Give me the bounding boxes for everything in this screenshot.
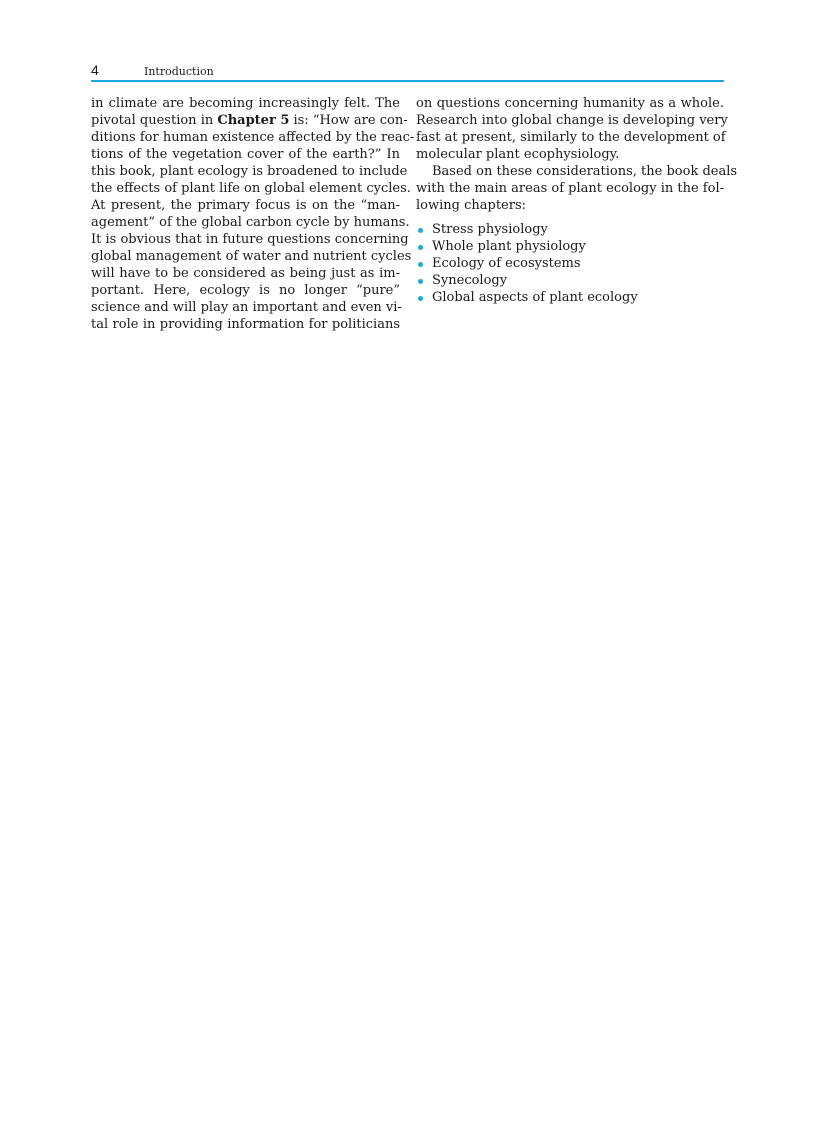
running-title: Introduction <box>144 65 214 78</box>
text-line: will have to be considered as being just as im- <box>91 266 400 281</box>
bullet-icon <box>418 296 423 301</box>
list-item <box>416 221 724 238</box>
text-line: this book, plant ecology is broadened to include <box>91 164 408 179</box>
text-line: ditions for human existence affected by the reac- <box>91 130 415 145</box>
header-rule <box>91 80 724 82</box>
text-line: science and will play an important and even vi- <box>91 300 402 315</box>
list-item-label: Ecology of ecosystems <box>432 256 581 271</box>
list-item <box>416 238 724 255</box>
text-line: on questions concerning humanity as a whole. <box>416 96 724 111</box>
page-header <box>91 62 724 81</box>
text-line: tal role in providing information for politicians <box>91 317 400 332</box>
text-line: It is obvious that in future questions concerning <box>91 232 409 247</box>
left-column <box>91 95 415 333</box>
text-line: the effects of plant life on global element cycles. <box>91 181 411 196</box>
text-line: tions of the vegetation cover of the earth?” In <box>91 147 400 162</box>
text-span: is: “How are con- <box>289 113 408 128</box>
list-item-label: Whole plant physiology <box>432 239 586 254</box>
text-line: global management of water and nutrient cycles <box>91 249 412 264</box>
text-line: fast at present, similarly to the development of <box>416 130 726 145</box>
list-item-label: Synecology <box>432 273 508 288</box>
text-line: At present, the primary focus is on the “man- <box>91 198 400 213</box>
bullet-icon <box>418 228 423 233</box>
list-item <box>416 255 724 272</box>
text-line: with the main areas of plant ecology in the fol- <box>416 181 724 196</box>
list-item <box>416 272 724 289</box>
list-item-label: Global aspects of plant ecology <box>432 290 638 305</box>
text-line: portant. Here, ecology is no longer “pure” <box>91 283 400 298</box>
text-line <box>91 112 408 129</box>
page-number: 4 <box>91 62 99 78</box>
text-line: agement” of the global carbon cycle by humans. <box>91 215 410 230</box>
list-item-label: Stress physiology <box>432 222 548 237</box>
chapter-reference: Chapter 5 <box>217 113 290 128</box>
text-line: in climate are becoming increasingly felt. The <box>91 96 400 111</box>
text-line: molecular plant ecophysiology. <box>416 147 620 162</box>
chapter-list <box>416 221 724 306</box>
text-line: Based on these considerations, the book deals <box>432 164 738 179</box>
list-item <box>416 289 724 306</box>
bullet-icon <box>418 262 423 267</box>
bullet-icon <box>418 245 423 250</box>
bullet-icon <box>418 279 423 284</box>
text-span: pivotal question in <box>91 113 218 128</box>
text-line: lowing chapters: <box>416 198 527 213</box>
text-line: Research into global change is developing very <box>416 113 728 128</box>
right-column <box>416 95 738 306</box>
